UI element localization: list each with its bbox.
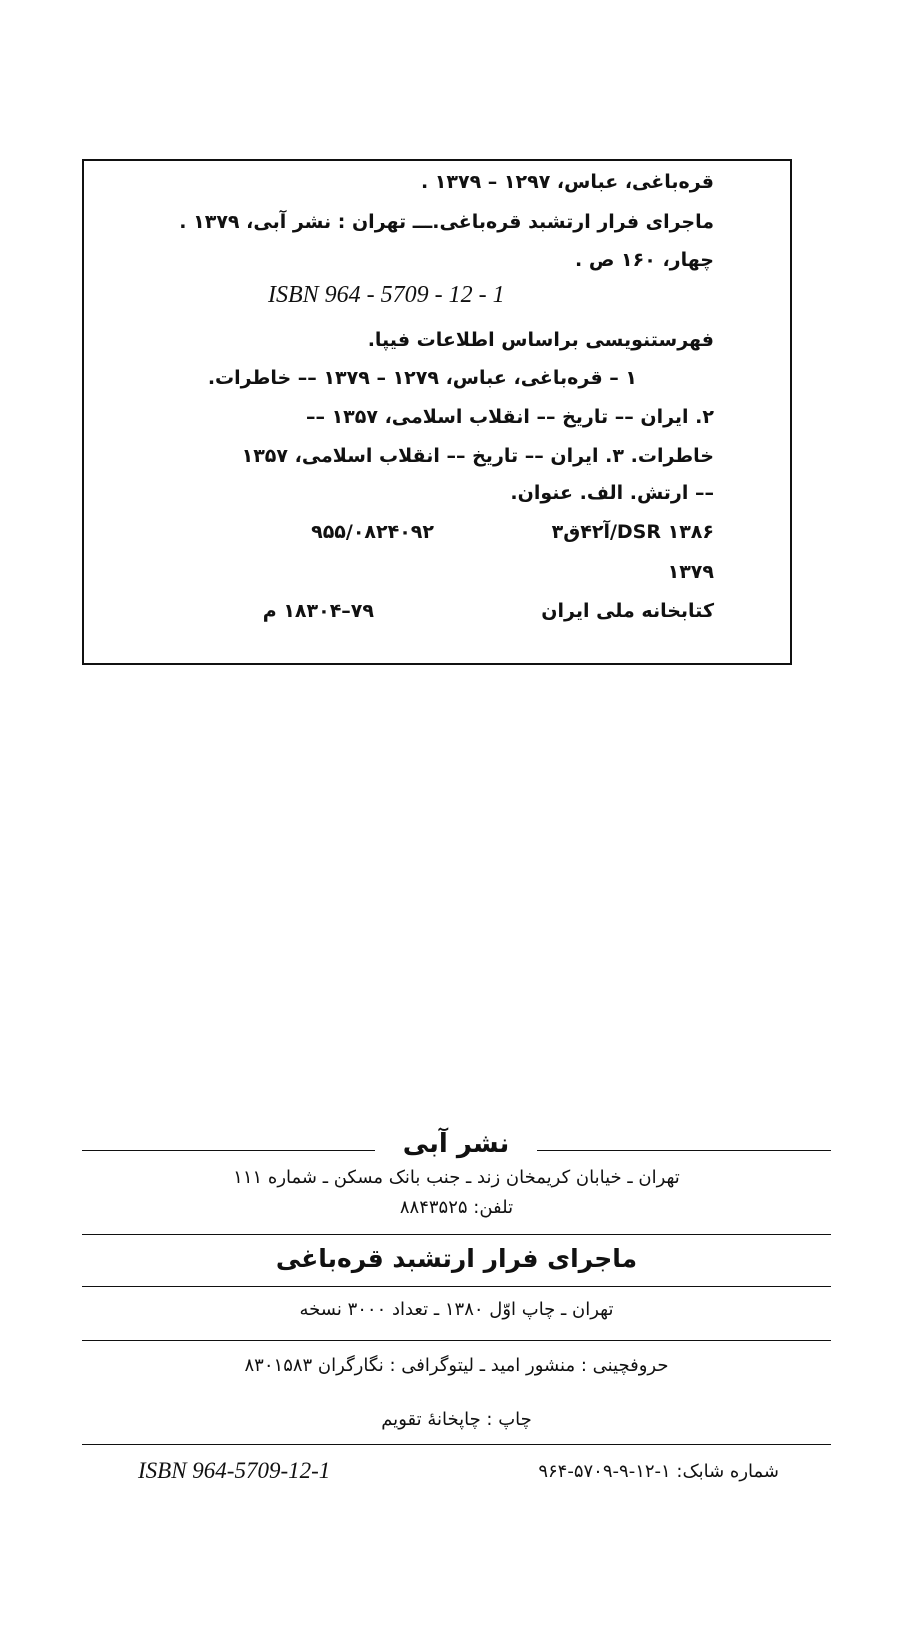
publisher-name: نشر آبی — [402, 1129, 510, 1159]
cip-title: ماجرای فرار ارتشبد قره‌باغی.ـــ تهران : نشر آبی، ۱۳۷۹ . — [179, 211, 714, 233]
cip-author: قره‌باغی، عباس، ۱۲۹۷ – ۱۳۷۹ . — [420, 171, 714, 193]
cip-dewey: ۹۵۵/۰۸۲۴۰۹۲ — [311, 521, 434, 543]
cip-year: ۱۳۷۹ — [667, 561, 714, 583]
cip-subject-4: –– ارتش. الف. عنوان. — [510, 482, 714, 504]
cip-lc-class: DSR ۱۳۸۶/آ۴۲ق۳ — [551, 521, 714, 543]
publisher-rule-left — [82, 1150, 375, 1151]
rule-1 — [82, 1234, 831, 1235]
cip-library: کتابخانه ملی ایران — [541, 600, 714, 622]
edition-info: تهران ـ چاپ اوّل ۱۳۸۰ ـ تعداد ۳۰۰۰ نسخه — [299, 1299, 614, 1320]
isbn-persian: شماره شابک: ۱-۱۲-۹-۵۷۰۹-۹۶۴ — [538, 1461, 779, 1482]
rule-4 — [82, 1444, 831, 1445]
cip-pages: چهار، ۱۶۰ ص . — [575, 249, 714, 271]
rule-2 — [82, 1286, 831, 1287]
publisher-address: تهران ـ خیابان کریمخان زند ـ جنب بانک مسکن ـ شماره ۱۱۱ — [233, 1167, 680, 1188]
printing-info: چاپ : چاپخانهٔ تقویم — [381, 1409, 532, 1430]
cip-isbn: ISBN 964 - 5709 - 12 - 1 — [268, 282, 505, 308]
cip-subject-1: ۱ – قره‌باغی، عباس، ۱۲۷۹ – ۱۳۷۹ –– خاطرات. — [207, 367, 637, 389]
cip-fipa-note: فهرستنویسی براساس اطلاعات فیپا. — [367, 329, 714, 351]
publisher-rule-right — [537, 1150, 831, 1151]
cip-subject-2: ۲. ایران –– تاریخ –– انقلاب اسلامی، ۱۳۵۷ –– — [305, 406, 714, 428]
rule-3 — [82, 1340, 831, 1341]
typesetting-info: حروفچینی : منشور امید ـ لیتوگرافی : نگارگران ۸۳۰۱۵۸۳ — [244, 1355, 669, 1376]
publisher-phone: تلفن: ۸۸۴۳۵۲۵ — [399, 1197, 514, 1218]
cip-record-no: ۷۹–۱۸۳۰۴ م — [262, 600, 374, 622]
cip-subject-3: خاطرات. ۳. ایران –– تاریخ –– انقلاب اسلامی، ۱۳۵۷ — [241, 445, 714, 467]
book-title: ماجرای فرار ارتشبد قره‌باغی — [275, 1244, 638, 1273]
isbn-latin: ISBN 964-5709-12-1 — [138, 1458, 331, 1483]
